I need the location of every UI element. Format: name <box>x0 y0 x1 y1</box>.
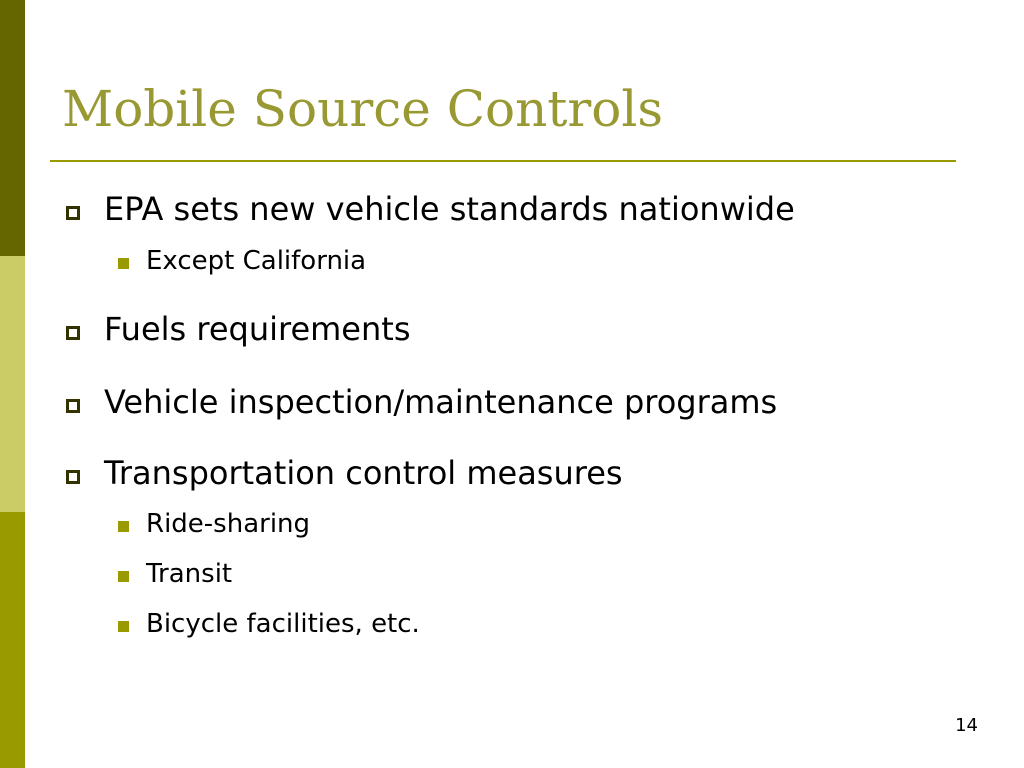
hollow-square-bullet-icon <box>66 326 80 340</box>
solid-square-bullet-icon <box>118 571 129 582</box>
sub-bullet-except-california: Except California <box>146 246 367 276</box>
hollow-square-bullet-icon <box>66 206 80 220</box>
hollow-square-bullet-icon <box>66 470 80 484</box>
bullet-inspection-maintenance: Vehicle inspection/maintenance programs <box>104 383 778 421</box>
hollow-square-bullet-icon <box>66 399 80 413</box>
sub-bullet-bicycle-facilities: Bicycle facilities, etc. <box>146 609 420 639</box>
sub-bullet-transit: Transit <box>146 559 233 589</box>
slide-page-number: 14 <box>955 715 978 736</box>
bullet-epa-standards: EPA sets new vehicle standards nationwide <box>104 190 795 228</box>
solid-square-bullet-icon <box>118 621 129 632</box>
solid-square-bullet-icon <box>118 258 129 269</box>
solid-square-bullet-icon <box>118 521 129 532</box>
bullet-fuels-requirements: Fuels requirements <box>104 310 411 348</box>
slide-title: Mobile Source Controls <box>62 80 664 138</box>
sub-bullet-ride-sharing: Ride-sharing <box>146 509 311 539</box>
bullet-transportation-control: Transportation control measures <box>104 454 623 492</box>
